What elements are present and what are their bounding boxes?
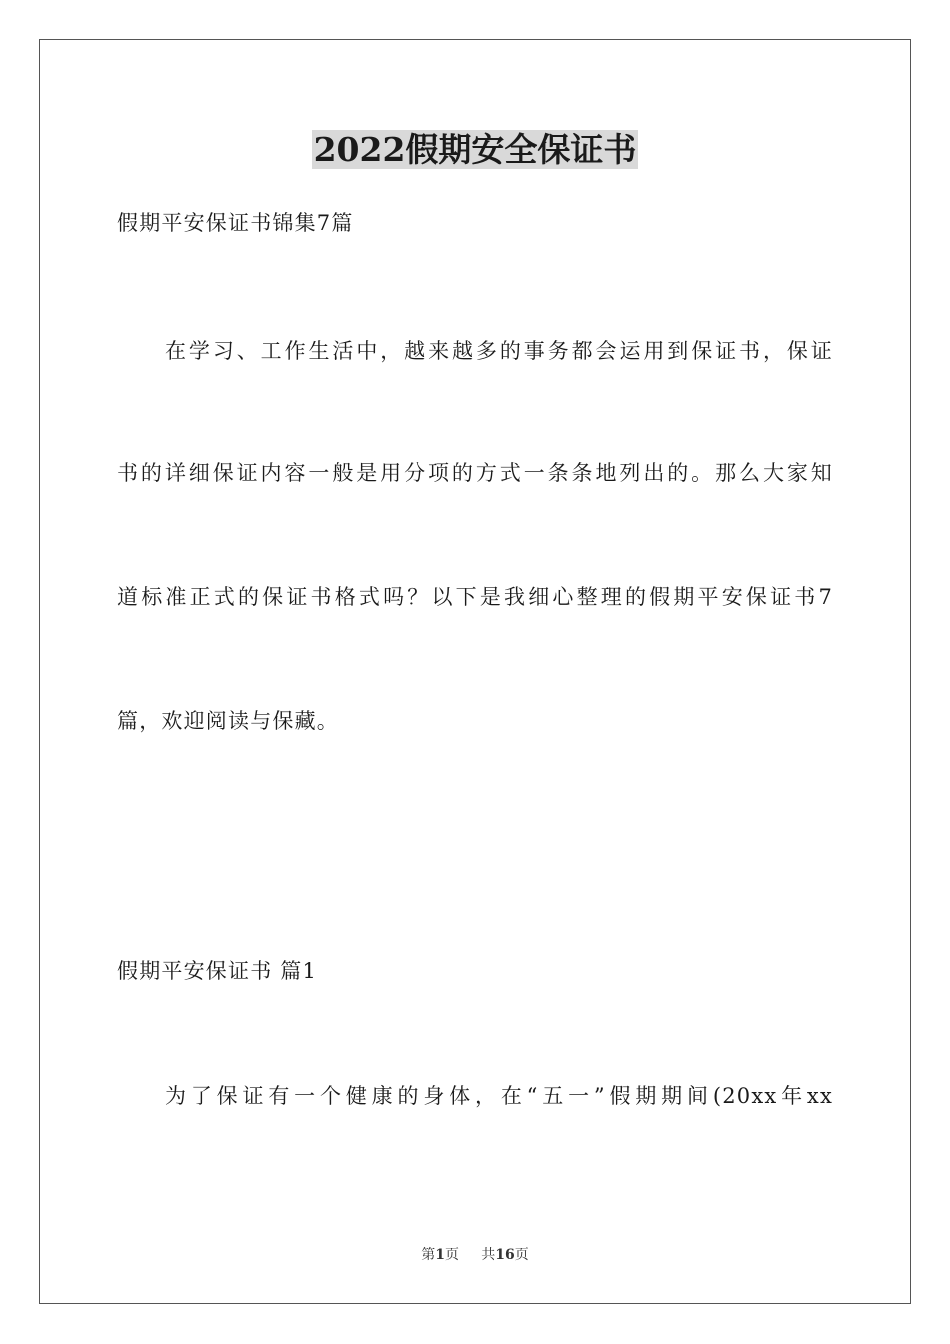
document-title: [0, 128, 950, 172]
section-first-line: 为了保证有一个健康的身体，在“五一”假期期间(20xx年xx: [165, 1084, 833, 1108]
document-subtitle: 假期平安保证书锦集7篇: [117, 211, 354, 235]
footer-total-prefix: 共: [481, 1247, 496, 1263]
footer-page-suffix: 页: [445, 1247, 459, 1263]
document-title-text: 2022假期安全保证书: [313, 130, 637, 169]
footer-page-number: 1: [435, 1247, 445, 1263]
intro-line-1: 在学习、工作生活中，越来越多的事务都会运用到保证书，保证: [165, 339, 833, 363]
page-footer: [0, 1246, 950, 1264]
footer-total-pages: 16: [495, 1247, 515, 1263]
intro-line-4: 篇，欢迎阅读与保藏。: [117, 709, 339, 733]
footer-page-prefix: 第: [421, 1247, 436, 1263]
footer-total-suffix: 页: [514, 1247, 529, 1263]
intro-line-2: 书的详细保证内容一般是用分项的方式一条条地列出的。那么大家知: [117, 461, 833, 485]
intro-line-3: 道标准正式的保证书格式吗？以下是我细心整理的假期平安保证书7: [117, 585, 833, 609]
section-heading: 假期平安保证书 篇1: [117, 959, 318, 983]
